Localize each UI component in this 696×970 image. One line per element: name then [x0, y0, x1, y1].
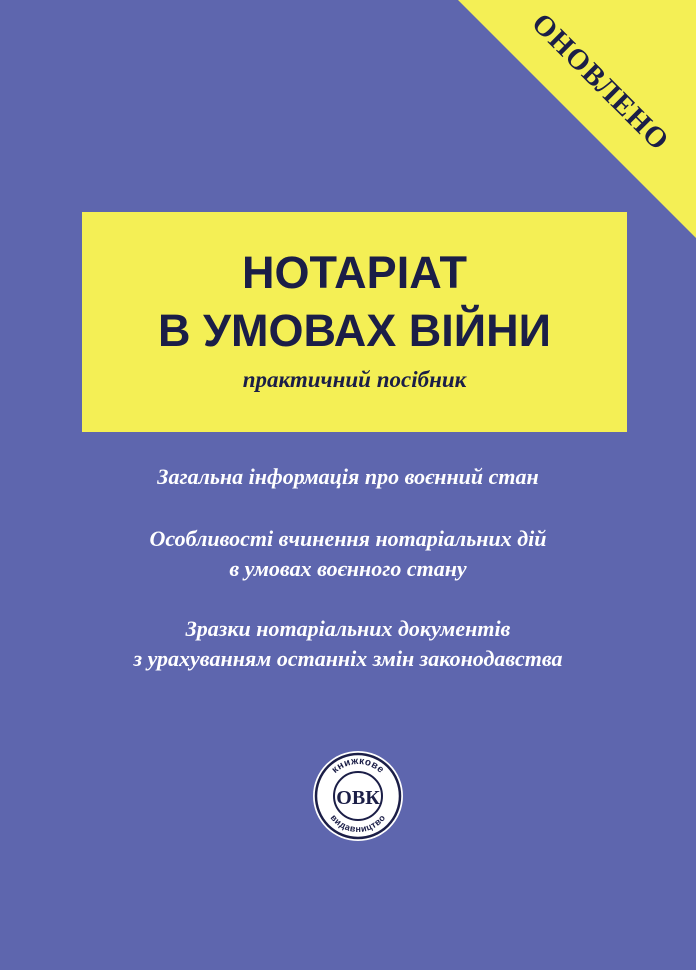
topic-general-info: Загальна інформація про воєнний стан	[157, 464, 539, 489]
topic-notarial-acts-line-1: Особливості вчинення нотаріальних дій	[149, 526, 547, 551]
logo-center-text: ОВК	[336, 787, 380, 809]
book-title-line-1: НОТАРІАТ	[242, 247, 467, 298]
topic-document-samples-line-2: з урахуванням останніх змін законодавства	[133, 646, 563, 671]
title-box	[82, 212, 627, 432]
logo-top-text: книжкове	[329, 755, 387, 776]
updated-badge: ОНОВЛЕНО	[525, 7, 676, 158]
book-title-line-2: В УМОВАХ ВІЙНИ	[158, 305, 551, 356]
publisher-logo	[310, 748, 406, 844]
topic-notarial-acts-line-2: в умовах воєнного стану	[229, 556, 467, 581]
topic-document-samples-line-1: Зразки нотаріальних документів	[185, 616, 511, 641]
book-subtitle: практичний посібник	[242, 367, 467, 392]
logo-bottom-text: видавництво	[328, 812, 388, 835]
